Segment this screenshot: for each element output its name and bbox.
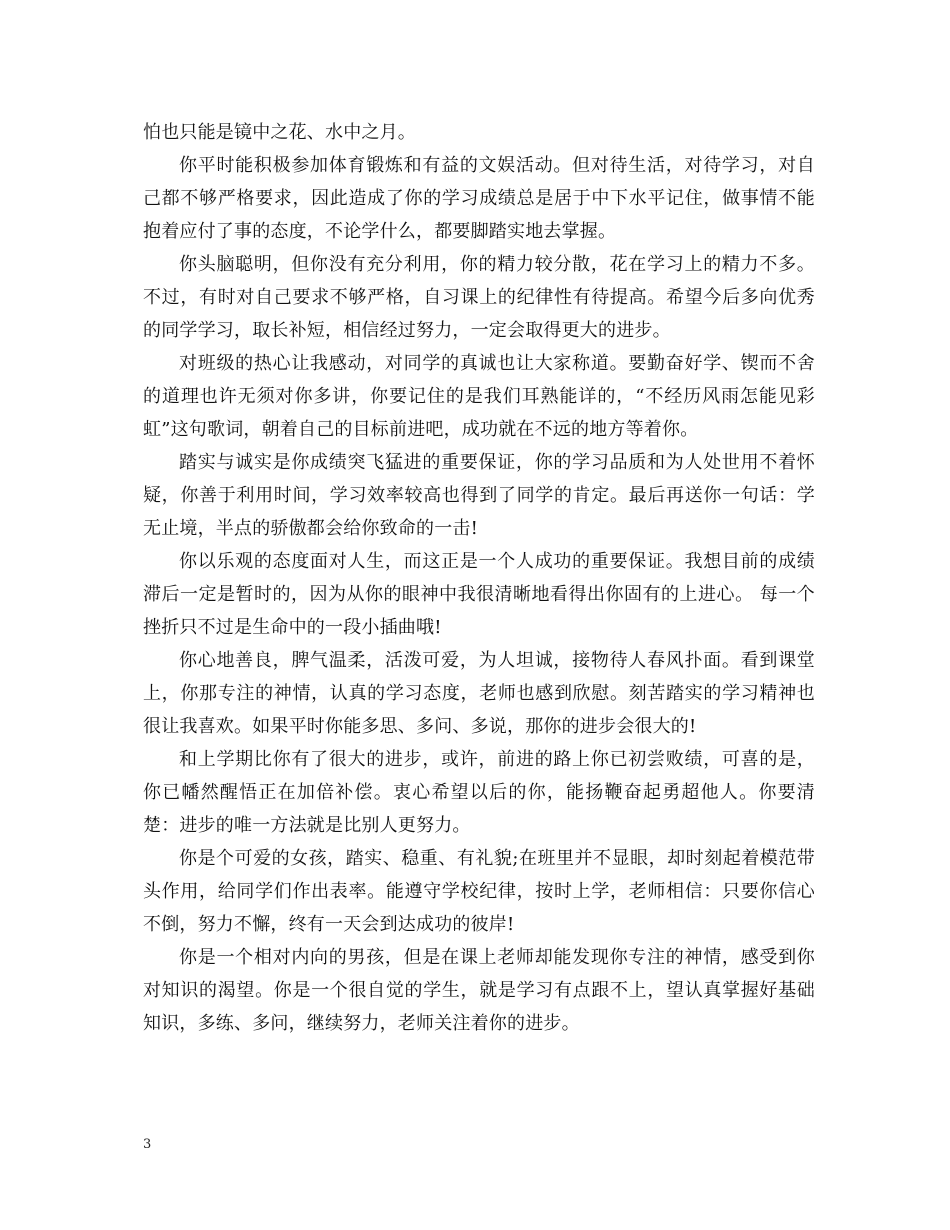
- paragraph-comment-9: 你是一个相对内向的男孩，但是在课上老师却能发现你专注的神情，感受到你对知识的渴望。你是一个很自觉的学生，就是学习有点跟不上，望认真掌握好基础知识，多练、多问，继续努力，老师关注着你的进步。: [143, 947, 815, 1034]
- page-number: 3: [143, 1137, 152, 1152]
- paragraph-comment-3: 对班级的热心让我感动，对同学的真诚也让大家称道。要勤奋好学、锲而不舍的道理也许无须对你多讲，你要记住的是我们耳熟能详的，“不经历风雨怎能见彩虹”这句歌词，朝着自己的目标前进吧，成功就在不远的地方等着你。: [143, 353, 815, 440]
- paragraph-comment-7: 和上学期比你有了很大的进步，或许，前进的路上你已初尝败绩，可喜的是，你已幡然醒悟正在加倍补偿。衷心希望以后的你，能扬鞭奋起勇超他人。你要清楚：进步的唯一方法就是比别人更努力。: [143, 749, 815, 836]
- paragraph-comment-2: 你头脑聪明，但你没有充分利用，你的精力较分散，花在学习上的精力不多。不过，有时对自己要求不够严格，自习课上的纪律性有待提高。希望今后多向优秀的同学学习，取长补短，相信经过努力，一定会取得更大的进步。: [143, 254, 815, 341]
- paragraph-comment-6: 你心地善良，脾气温柔，活泼可爱，为人坦诚，接物待人春风扑面。看到课堂上，你那专注的神情，认真的学习态度，老师也感到欣慰。刻苦踏实的学习精神也很让我喜欢。如果平时你能多思、多问、多说，那你的进步会很大的!: [143, 650, 815, 737]
- paragraph-continuation: 怕也只能是镜中之花、水中之月。: [143, 122, 416, 143]
- paragraph-comment-4: 踏实与诚实是你成绩突飞猛进的重要保证，你的学习品质和为人处世用不着怀疑，你善于利用时间，学习效率较高也得到了同学的肯定。最后再送你一句话：学无止境，半点的骄傲都会给你致命的一击!: [143, 452, 815, 539]
- paragraph-comment-5: 你以乐观的态度面对人生，而这正是一个人成功的重要保证。我想目前的成绩滞后一定是暂时的，因为从你的眼神中我很清晰地看得出你固有的上进心。 每一个挫折只不过是生命中的一段小插曲哦!: [143, 551, 815, 638]
- paragraph-comment-8: 你是个可爱的女孩，踏实、稳重、有礼貌;在班里并不显眼，却时刻起着模范带头作用，给同学们作出表率。能遵守学校纪律，按时上学，老师相信：只要你信心不倒，努力不懈，终有一天会到达成功的彼岸!: [143, 848, 815, 935]
- paragraph-comment-1: 你平时能积极参加体育锻炼和有益的文娱活动。但对待生活，对待学习，对自己都不够严格要求，因此造成了你的学习成绩总是居于中下水平记住，做事情不能抱着应付了事的态度，不论学什么，都要脚踏实地去掌握。: [143, 155, 815, 242]
- document-body: [143, 116, 815, 1040]
